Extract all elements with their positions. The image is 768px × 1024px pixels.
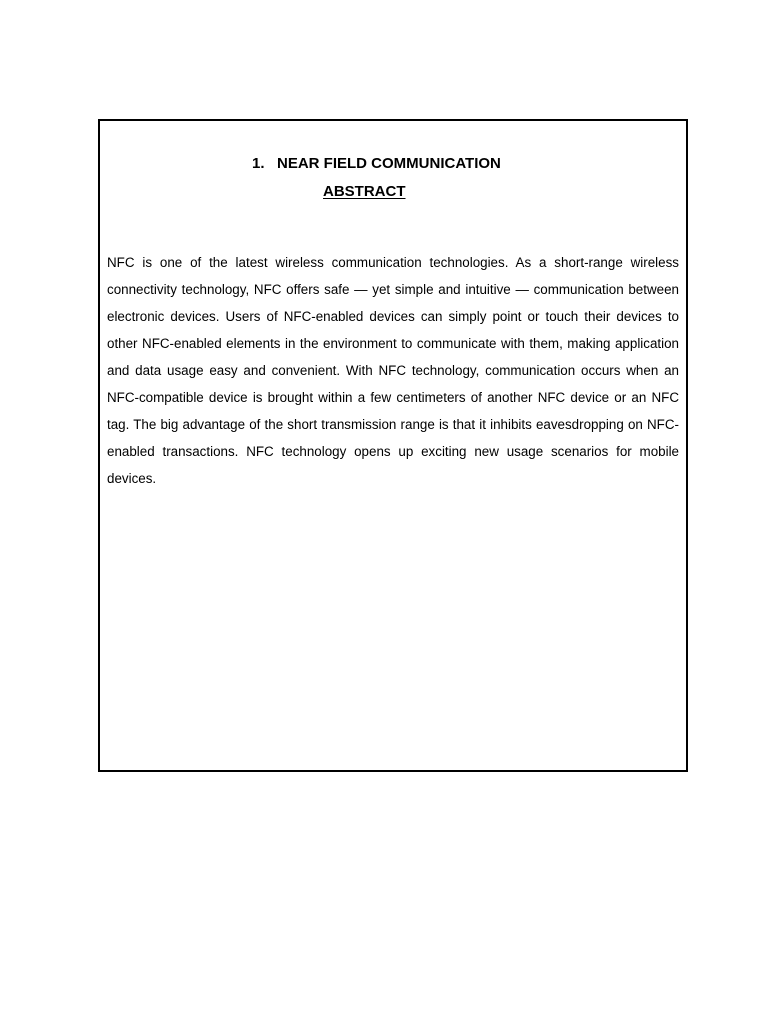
section-number: 1. bbox=[252, 155, 265, 172]
abstract-heading: ABSTRACT bbox=[323, 183, 406, 200]
content-frame bbox=[98, 119, 688, 772]
abstract-paragraph: NFC is one of the latest wireless communication technologies. As a short-range wireless connectivity technology, NFC offers safe — yet simple and intuitive — communication between electronic devices. Users of NFC-enabled devices can simply point or touch their devices to other NFC-enabled elements in the environment to communicate with them, making application and data usage easy and convenient. With NFC technology, communication occurs when an NFC-compatible device is brought within a few centimeters of another NFC device or an NFC tag. The big advantage of the short transmission range is that it inhibits eavesdropping on NFC-enabled transactions. NFC technology opens up exciting new usage scenarios for mobile devices. bbox=[107, 255, 679, 487]
section-title: NEAR FIELD COMMUNICATION bbox=[277, 155, 501, 172]
